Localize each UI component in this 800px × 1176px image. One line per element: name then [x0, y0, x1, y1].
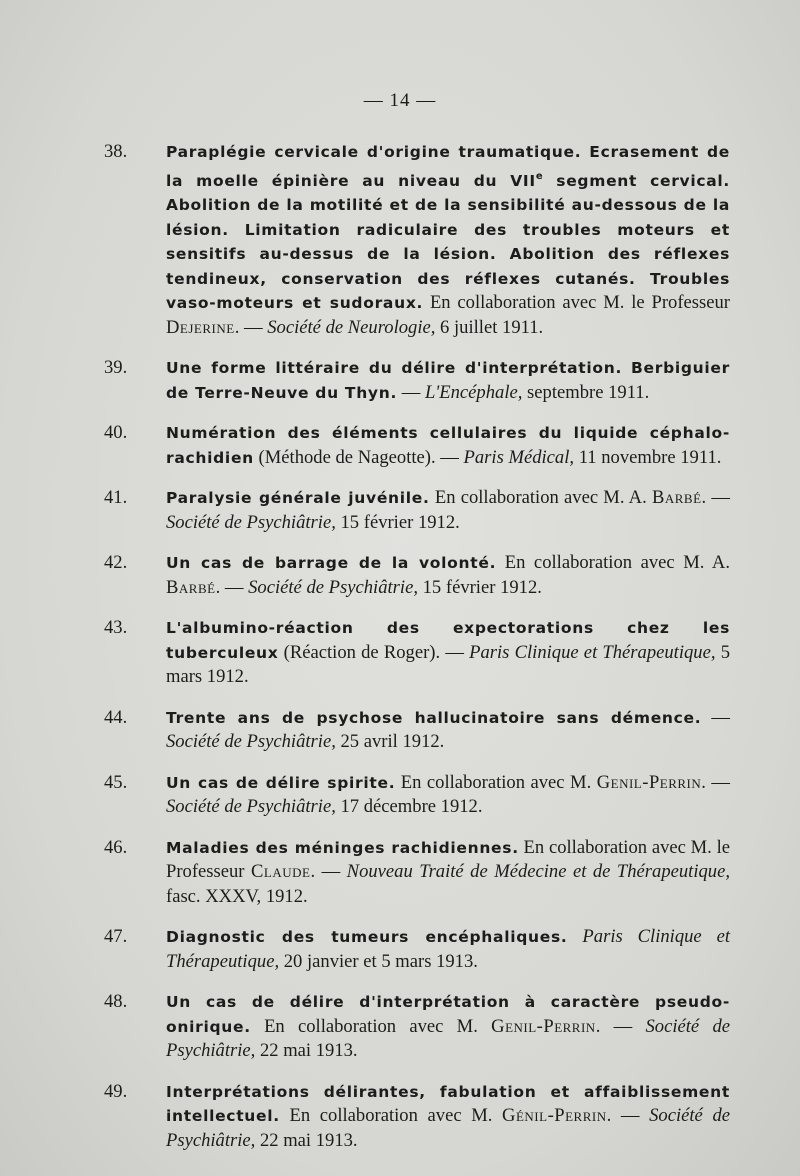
entry-date: 25 avril 1912.	[335, 731, 445, 753]
entry-title: L'albumino-réaction des expectorations chez les tuberculeux	[166, 619, 730, 662]
entry-title: Un cas de barrage de la volonté.	[166, 554, 497, 573]
entry-source: Paris Clinique et Thérapeutique,	[166, 926, 730, 972]
entry-number: 49.	[104, 1080, 128, 1102]
entry-text: En collaboration avec M. le Professeur	[423, 292, 730, 314]
entry-separator: . —	[215, 576, 249, 598]
entry-number: 38.	[104, 141, 128, 162]
entry-text: En collaboration avec M.	[250, 1015, 492, 1037]
entry-number: 44.	[104, 706, 128, 728]
entry-title: Un cas de délire d'interprétation à caractère pseudo-onirique.	[166, 993, 730, 1036]
entry-date: 17 décembre 1912.	[335, 796, 483, 818]
entry-number: 40.	[104, 422, 128, 444]
entry-title: Maladies des méninges rachidiennes.	[166, 838, 519, 857]
entry-number: 45.	[104, 771, 128, 793]
entry-number: 43.	[104, 617, 128, 639]
bibliography-entry	[104, 925, 730, 974]
bibliography-entry	[104, 486, 730, 535]
entry-title-superscript: e	[535, 170, 544, 182]
entry-source: Société de Psychiâtrie,	[166, 511, 336, 533]
entry-separator: . —	[701, 771, 731, 793]
entry-number: 46.	[104, 836, 128, 858]
entry-date: 15 février 1912.	[335, 511, 460, 533]
entry-source: Société de Psychiâtrie,	[166, 731, 336, 753]
entry-number: 47.	[104, 926, 128, 948]
collaborator-name: Genil-Perrin	[491, 1015, 596, 1037]
entry-text: (Méthode de Nageotte). —	[253, 446, 464, 468]
entry-source: Nouveau Traité de Médecine et de Thérapeutique,	[346, 861, 731, 883]
collaborator-name: Barbé	[166, 576, 216, 598]
entry-text: En collaboration avec M.	[279, 1105, 503, 1127]
entry-date: 6 juillet 1911.	[435, 316, 544, 338]
entry-text: En collaboration avec M.	[395, 771, 597, 793]
entry-source: Paris Médical,	[463, 446, 575, 468]
bibliography-entry	[104, 551, 730, 600]
entry-text: (Réaction de Roger). —	[278, 641, 470, 663]
entry-date: 20 janvier et 5 mars 1913.	[279, 950, 478, 972]
bibliography-entry	[104, 1080, 730, 1154]
entry-separator: —	[397, 381, 425, 403]
entry-title: Paralysie générale juvénile.	[166, 489, 430, 508]
entry-source: Société de Psychiâtrie,	[166, 1105, 730, 1151]
entry-title: Une forme littéraire du délire d'interprétation. Berbiguier de Terre-Neuve du Thyn.	[166, 359, 730, 402]
entry-separator: —	[701, 706, 730, 728]
entry-number: 42.	[104, 552, 128, 574]
entry-text: En collaboration avec M. le Professeur	[166, 836, 730, 883]
entry-date: fasc. XXXV, 1912.	[166, 885, 308, 907]
entry-title: Interprétations délirantes, fabulation et affaiblissement intellectuel.	[166, 1082, 730, 1126]
collaborator-name: Claude	[250, 861, 311, 883]
entry-source: Société de Psychiâtrie,	[166, 796, 336, 818]
entry-source: Société de Psychiâtrie,	[248, 576, 418, 598]
page-number: — 14 —	[363, 90, 437, 111]
collaborator-name: Barbé	[651, 487, 702, 509]
entry-date: 15 février 1912.	[417, 576, 542, 598]
bibliography-entry	[104, 836, 730, 910]
entry-title-continued: segment cervical. Abolition de la motilité et de la sensibilité au-dessous de la lésion. Limitation radiculaire des troubles moteurs et sensitifs au-dessus de la lésion. Abolition des réflexes tendineux, conservation des réflexes cutanés. Troubles vaso-moteurs et sudoraux.	[166, 171, 730, 313]
entry-title: Trente ans de psychose hallucinatoire sans démence.	[166, 708, 702, 727]
entry-date: 11 novembre 1911.	[574, 446, 722, 468]
entry-source: Paris Clinique et Thérapeutique,	[469, 641, 716, 663]
bibliography-entry	[104, 356, 730, 405]
entry-date: 22 mai 1913.	[255, 1129, 358, 1151]
entry-separator: . —	[310, 861, 347, 883]
entry-text: En collaboration avec M. A.	[496, 552, 730, 574]
entry-separator: . —	[234, 316, 268, 338]
entry-number: 41.	[104, 487, 128, 509]
entry-title: Diagnostic des tumeurs encéphaliques.	[166, 928, 568, 947]
entry-number: 39.	[104, 357, 128, 379]
collaborator-name: Génil-Perrin	[502, 1105, 607, 1127]
collaborator-name: Genil-Perrin	[596, 771, 702, 793]
bibliography-entry	[104, 140, 730, 340]
entry-separator: . —	[606, 1105, 650, 1127]
entry-source: Société de Neurologie,	[267, 316, 436, 338]
bibliography-entry	[104, 706, 730, 755]
entry-separator: . —	[701, 487, 731, 509]
bibliography-entry	[104, 421, 730, 470]
entry-source: L'Encéphale,	[424, 381, 523, 403]
entry-number: 48.	[104, 991, 128, 1013]
entry-title: Numération des éléments cellulaires du liquide céphalo-rachidien	[166, 424, 730, 467]
entry-source: Société de Psychiâtrie,	[166, 1015, 730, 1062]
bibliography-entry	[104, 616, 730, 690]
entry-date: septembre 1911.	[522, 381, 650, 403]
bibliography-entry	[104, 990, 730, 1064]
entry-date: 5 mars 1912.	[166, 641, 730, 688]
entry-separator: . —	[595, 1015, 646, 1037]
entry-text: En collaboration avec M. A.	[429, 487, 652, 509]
entry-date: 22 mai 1913.	[255, 1040, 358, 1062]
bibliography-list	[104, 140, 730, 1169]
entry-text	[568, 926, 583, 947]
bibliography-entry	[104, 771, 730, 820]
entry-title: Un cas de délire spirite.	[166, 773, 396, 792]
collaborator-name: Dejerine	[166, 316, 235, 338]
entry-title: Paraplégie cervicale d'origine traumatique. Ecrasement de la moelle épinière au niveau du VII	[166, 143, 730, 190]
